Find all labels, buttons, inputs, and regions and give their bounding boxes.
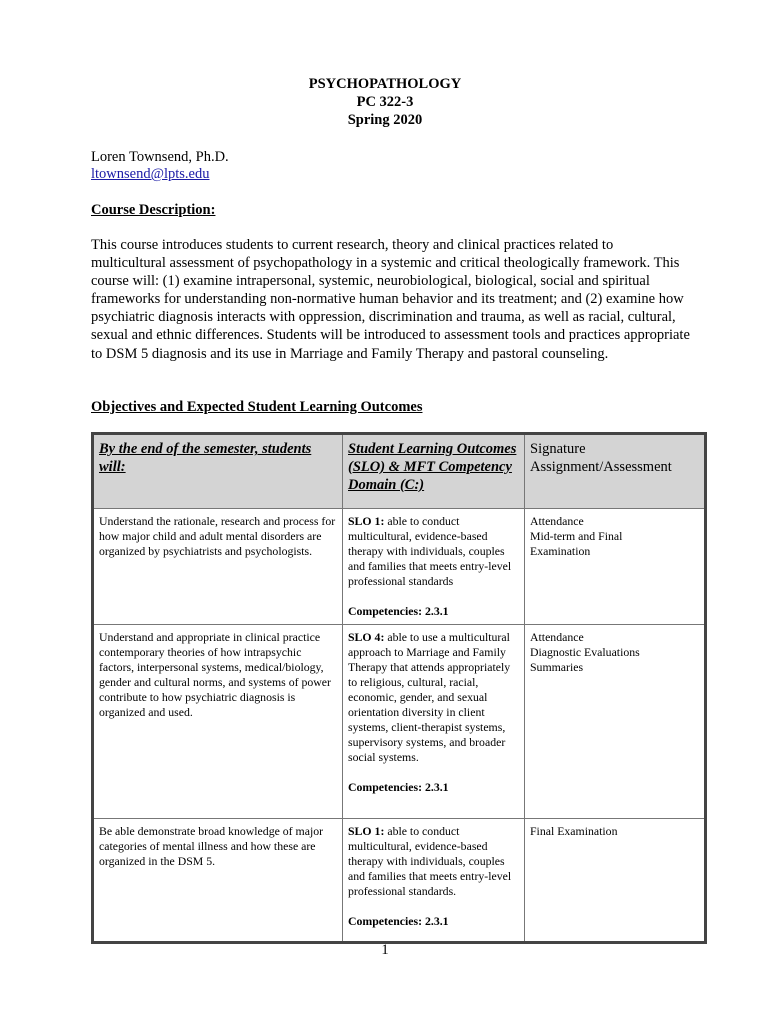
course-description-heading: Course Description: [91,202,216,218]
instructor-email-link[interactable]: ltownsend@lpts.edu [91,166,210,182]
assessment-item: Examination [530,544,591,558]
assessment-item: Summaries [530,660,584,674]
slo-text: able to use a multicultural approach to Marriage and Family Therapy that attends appropriately to religious, cultural, racial, economic, gender, and sexual orientation diversity in client systems, client-therapist systems, supervisory systems, and broader social systems. [348,630,511,764]
objective-cell: Understand the rationale, research and process for how major child and adult mental disorders are organized by psychiatrists and psychologists. [93,509,343,625]
competencies-label: Competencies: 2.3.1 [348,914,449,928]
instructor-name: Loren Townsend, Ph.D. [91,149,229,165]
objective-cell: Be able demonstrate broad knowledge of major categories of mental illness and how these are organized in the DSM 5. [93,819,343,943]
column-header: Signature Assignment/Assessment [525,434,706,509]
slo-text: able to conduct multicultural, evidence-based therapy with individuals, couples and families that meets entry-level professional standards. [348,824,512,898]
assessment-item: Mid-term and Final [530,529,623,543]
table-header-row [93,434,706,509]
course-title: PSYCHOPATHOLOGY [308,76,462,92]
slo-label: SLO 1: [348,514,385,528]
assessment-item: Final Examination [530,824,618,838]
slo-label: SLO 1: [348,824,385,838]
page-number: 1 [381,942,389,958]
assessment-item: Attendance [530,514,584,528]
slo-cell [343,819,525,943]
assessment-cell [525,625,706,819]
slo-text: able to conduct multicultural, evidence-based therapy with individuals, couples and families that meets entry-level professional standards [348,514,512,588]
course-description-text: This course introduces students to current research, theory and clinical practices related to multicultural assessment of psychopathology in a systemic and critical theologically framework. This course will: (1) examine intrapersonal, systemic, neurobiological, biological, social and spiritual frameworks for understanding non-normative human behavior and its treatment; and (2) examine how psychiatric diagnosis interacts with oppression, discrimination and trauma, as well as racial, cultural, sexual and ethnic differences. Students will be introduced to assessment tools and practices appropriate to DSM 5 diagnosis and its use in Marriage and Family Therapy and pastoral counseling. [91,237,690,362]
competencies-label: Competencies: 2.3.1 [348,604,449,618]
objectives-heading: Objectives and Expected Student Learning Outcomes [91,399,423,415]
slo-cell [343,509,525,625]
course-term: Spring 2020 [347,112,423,128]
competencies-label: Competencies: 2.3.1 [348,780,449,794]
objectives-table [91,432,707,944]
assessment-item: Attendance [530,630,584,644]
assessment-item: Diagnostic Evaluations [530,645,640,659]
course-number: PC 322-3 [356,94,414,110]
table-row [93,819,706,943]
assessment-cell [525,509,706,625]
table-row [93,509,706,625]
column-header: By the end of the semester, students will: [93,434,343,509]
assessment-cell [525,819,706,943]
table-row [93,625,706,819]
column-header: Student Learning Outcomes (SLO) & MFT Competency Domain (C:) [343,434,525,509]
slo-cell [343,625,525,819]
slo-label: SLO 4: [348,630,385,644]
objective-cell: Understand and appropriate in clinical practice contemporary theories of how intrapsychic factors, interpersonal systems, medical/biology, gender and cultural norms, and systems of power contribute to how psychiatric diagnosis is organized and used. [93,625,343,819]
